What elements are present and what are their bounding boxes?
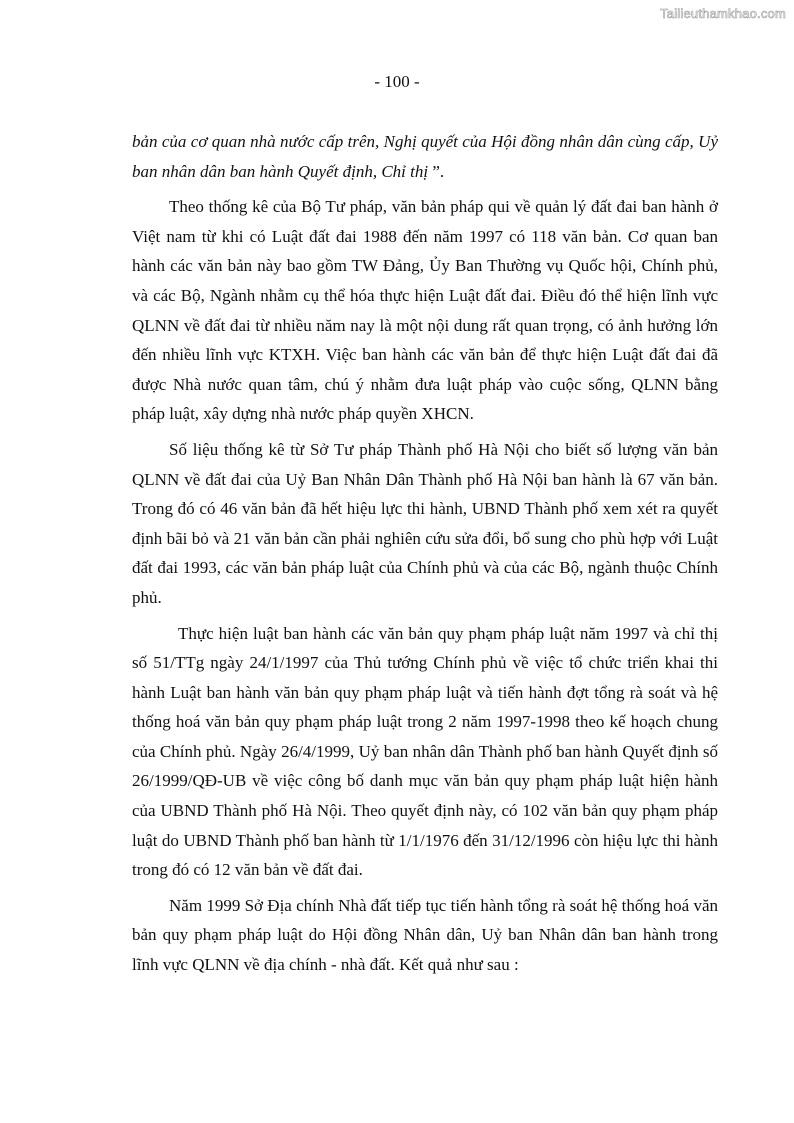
page-number: - 100 - [374, 72, 420, 91]
paragraph-1999-review: Năm 1999 Sở Địa chính Nhà đất tiếp tục tiến hành tổng rà soát hệ thống hoá văn bản quy phạm pháp luật do Hội đồng Nhân dân, Uỷ ban Nhân dân ban hành trong lĩnh vực QLNN về địa chính - nhà đất. Kết quả như sau : [132, 895, 718, 975]
document-body [132, 127, 718, 986]
paragraph-legal-review: Thực hiện luật ban hành các văn bản quy phạm pháp luật năm 1997 và chỉ thị số 51/TTg ngày 24/1/1997 của Thủ tướng Chính phủ về việc tổ chức triển khai thi hành Luật ban hành văn bản quy phạm pháp luật và tiến hành đợt tổng rà soát và hệ thống hoá văn bản quy phạm pháp luật trong 2 năm 1997-1998 theo kế hoạch chung của Chính phủ. Ngày 26/4/1999, Uỷ ban nhân dân Thành phố ban hành Quyết định số 26/1999/QĐ-UB về việc công bố danh mục văn bản quy phạm pháp luật hiện hành của UBND Thành phố Hà Nội. Theo quyết định này, có 102 văn bản quy phạm pháp luật do UBND Thành phố ban hành từ 1/1/1976 đến 31/12/1996 còn hiệu lực thi hành trong đó có 12 văn bản về đất đai. [132, 623, 718, 880]
paragraph-hanoi-statistics: Số liệu thống kê từ Sở Tư pháp Thành phố Hà Nội cho biết số lượng văn bản QLNN về đất đai của Uỷ Ban Nhân Dân Thành phố Hà Nội ban hành là 67 văn bản. Trong đó có 46 văn bản đã hết hiệu lực thi hành, UBND Thành phố xem xét ra quyết định bãi bỏ và 21 văn bản cần phải nghiên cứu sửa đổi, bổ sung cho phù hợp với Luật đất đai 1993, các văn bản pháp luật của Chính phủ và của các Bộ, ngành thuộc Chính phủ. [132, 439, 718, 607]
paragraph-ministry-statistics: Theo thống kê của Bộ Tư pháp, văn bản pháp qui về quản lý đất đai ban hành ở Việt nam từ khi có Luật đất đai 1988 đến năm 1997 có 118 văn bản. Cơ quan ban hành các văn bản này bao gồm TW Đảng, Ủy Ban Thường vụ Quốc hội, Chính phủ, và các Bộ, Ngành nhằm cụ thể hóa thực hiện Luật đất đai. Điều đó thể hiện lĩnh vực QLNN về đất đai từ nhiều năm nay là một nội dung rất quan trọng, có ảnh hưởng lớn đến nhiều lĩnh vực KTXH. Việc ban hành các văn bản để thực hiện Luật đất đai đã được Nhà nước quan tâm, chú ý nhằm đưa luật pháp vào cuộc sống, QLNN bằng pháp luật, xây dựng nhà nước pháp quyền XHCN. [132, 197, 718, 424]
quote-close: ”. [428, 161, 445, 181]
italic-quote: bản của cơ quan nhà nước cấp trên, Nghị quyết của Hội đồng nhân dân cùng cấp, Uỷ ban nhân dân ban hành Quyết định, Chỉ thị [132, 132, 718, 181]
paragraph-continuation [132, 127, 718, 186]
site-watermark: Tailieuthamkhao.com [660, 6, 786, 21]
